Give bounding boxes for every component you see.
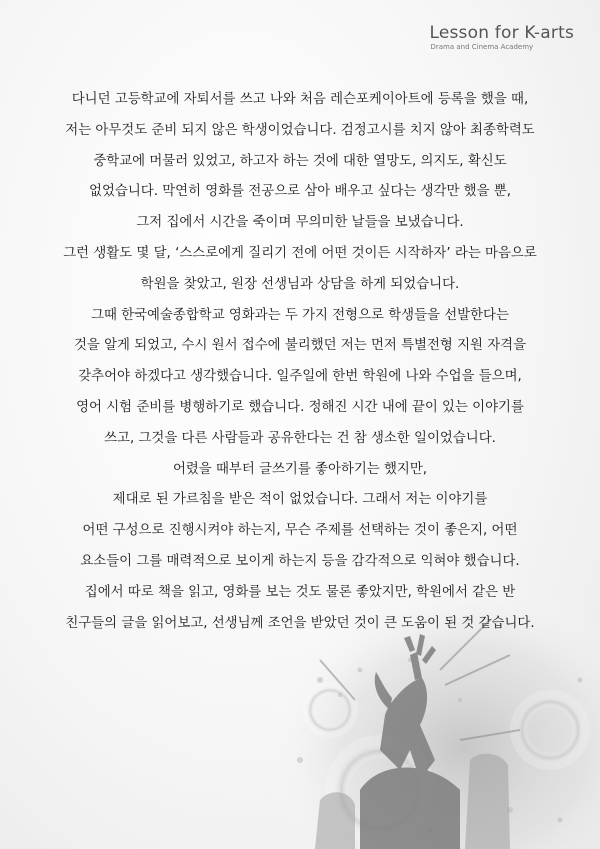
text-line: 갖추어야 하겠다고 생각했습니다. 일주일에 한번 학원에 나와 수업을 들으며, <box>78 369 522 385</box>
text-line: 그저 집에서 시간을 죽이며 무의미한 날들을 보냈습니다. <box>136 215 464 231</box>
text-line: 다니던 고등학교에 자퇴서를 쓰고 나와 처음 레슨포케이아트에 등록을 했을 때, <box>71 92 529 107</box>
text-line: 친구들의 글을 읽어보고, 선생님께 조언을 받았던 것이 큰 도움이 된 것 같습니다. <box>65 615 535 631</box>
academy-logo <box>429 24 574 52</box>
text-line: 제대로 된 가르침을 받은 적이 없었습니다. 그래서 저는 이야기를 <box>112 492 488 508</box>
text-line: 학원을 찾았고, 원장 선생님과 상담을 하게 되었습니다. <box>140 276 460 292</box>
text-line: 쓰고, 그것을 다른 사람들과 공유한다는 건 참 생소한 일이었습니다. <box>104 430 496 446</box>
logo-subtitle: Drama and Cinema Academy <box>430 43 534 51</box>
logo-title: Lesson for K-arts <box>429 23 574 43</box>
text-line: 것을 알게 되었고, 수시 원서 접수에 불리했던 저는 먼저 특별전형 지원 자격을 <box>73 338 527 354</box>
text-line: 영어 시험 준비를 병행하기로 했습니다. 정해진 시간 내에 끝이 있는 이야기를 <box>76 399 524 415</box>
text-line: 그때 한국예술종합학교 영화과는 두 가지 전형으로 학생들을 선발한다는 <box>91 307 509 323</box>
text-line: 요소들이 그를 매력적으로 보이게 하는지 등을 감각적으로 익혀야 했습니다. <box>80 553 520 569</box>
testimonial-text <box>10 85 590 639</box>
text-line: 어렸을 때부터 글쓰기를 좋아하기는 했지만, <box>172 461 428 477</box>
text-line: 그런 생활도 몇 달, ‘스스로에게 질리기 전에 어떤 것이든 시작하자’ 라는 마음으로 <box>63 245 537 261</box>
text-line: 집에서 따로 책을 읽고, 영화를 보는 것도 물론 좋았지만, 학원에서 같은 반 <box>84 584 516 600</box>
text-line: 없었습니다. 막연히 영화를 전공으로 삼아 배우고 싶다는 생각만 했을 뿐, <box>89 184 511 200</box>
text-line: 어떤 구성으로 진행시켜야 하는지, 무슨 주제를 선택하는 것이 좋은지, 어떤 <box>82 523 518 539</box>
text-line: 저는 아무것도 준비 되지 않은 학생이었습니다. 검정고시를 치지 않아 최종학력도 <box>65 122 535 138</box>
text-line: 중학교에 머물러 있었고, 하고자 하는 것에 대한 열망도, 의지도, 확신도 <box>93 153 507 169</box>
